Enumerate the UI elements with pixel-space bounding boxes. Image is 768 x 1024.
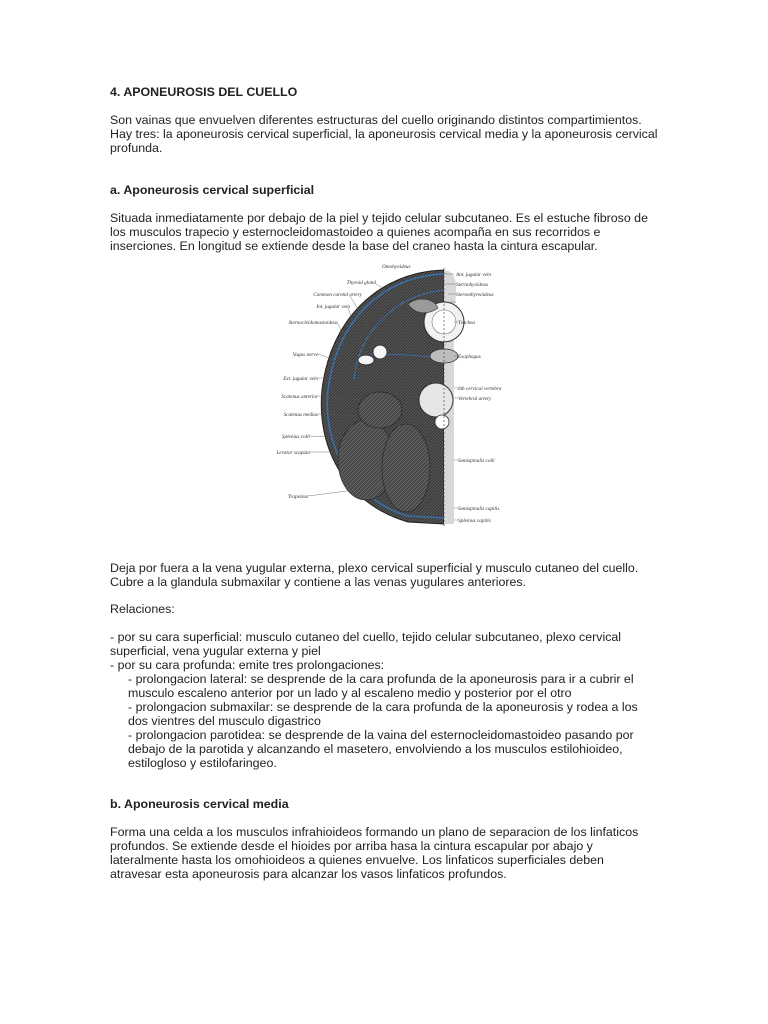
label-trapezius: Trapezius: [287, 494, 308, 500]
relacion-cara-profunda: - por su cara profunda: emite tres prolongaciones:: [110, 658, 385, 672]
label-levator-scapula: Levator scapula: [276, 450, 310, 456]
prolongacion-submaxilar: - prolongacion submaxilar: se desprende de la cara profunda de la aponeurosis y rodea a los dos vientres del musculo digastrico: [128, 700, 638, 728]
label-sternocleidomastoideus: Sternocleidomastoideus: [288, 320, 338, 326]
label-6th-cervical-vertebra: 6th cervical vertebra: [458, 386, 502, 392]
label-trachea: Trachea: [458, 320, 476, 326]
label-common-carotid: Common carotid artery: [313, 292, 362, 298]
label-splenius-colli: Splenius colli: [281, 434, 310, 440]
label-scalenus-anterior: Scalenus anterior: [281, 394, 318, 400]
label-splenius-capitis: Splenius capitis: [458, 518, 491, 524]
label-vagus-nerve: Vagus nerve: [292, 352, 318, 358]
label-scalenus-medius: Scalenus medius: [283, 412, 318, 418]
prolongacion-lateral: - prolongacion lateral: se desprende de la cara profunda de la aponeurosis para ir a cubrir el musculo escaleno anterior por un lado y al escaleno medio y posterior por el otro: [128, 672, 634, 700]
prolongacion-parotidea: - prolongacion parotidea: se desprende de la vaina del esternocleidomastoideo pasando por debajo de la parotida y alcanzando el masetero, envolviendo a los musculos estilohioideo, estilogloso y estilofaringeo.: [128, 728, 634, 770]
label-semispinalis-colli: Semispinalis colli: [458, 458, 495, 464]
section-heading: 4. APONEUROSIS DEL CUELLO: [110, 85, 298, 99]
intro-paragraph: Son vainas que envuelven diferentes estructuras del cuello originando distintos compartimientos. Hay tres: la aponeurosis cervical superficial, la aponeurosis cervical media y la aponeurosis cervical profunda.: [110, 113, 658, 155]
subsection-b-title: b. Aponeurosis cervical media: [110, 797, 289, 811]
label-int-jugular-vein: Int. jugular vein: [316, 304, 350, 310]
subsection-a-paragraph-1: Situada inmediatamente por debajo de la piel y tejido celular subcutaneo. Es el estuche fibroso de los musculos trapecio y esternocleidomastoideo a quienes acompaña en sus recorridos e inserciones. En longitud se extiende desde la base del craneo hasta la cintura escapular.: [110, 211, 648, 253]
label-omohyoideus: Omohyoideus: [382, 264, 411, 270]
relaciones-label: Relaciones:: [110, 602, 175, 616]
subsection-a-title: a. Aponeurosis cervical superficial: [110, 183, 315, 197]
label-ext-jugular-vein: Ext. jugular vein: [283, 376, 318, 382]
relaciones-list: [110, 630, 658, 770]
label-thyroid-gland: Thyroid gland: [346, 280, 376, 286]
label-vertebral-artery: Vertebral artery: [458, 396, 492, 402]
label-sternothyreoideus: Sternothyreoideus: [456, 292, 494, 298]
label-sternohyoideus: Sternohyoideus: [456, 282, 488, 288]
label-ant-jugular-vein: Ant. jugular vein: [456, 272, 492, 278]
relacion-cara-superficial: - por su cara superficial: musculo cutaneo del cuello, tejido celular subcutaneo, plexo cervical superficial, vena yugular externa y piel: [110, 630, 622, 658]
subsection-a-paragraph-2: Deja por fuera a la vena yugular externa, plexo cervical superficial y musculo cutaneo del cuello. Cubre a la glandula submaxilar y contiene a las venas yugulares anteriores.: [110, 561, 639, 589]
label-semispinalis-capitis: Semispinalis capitis: [458, 506, 500, 512]
neck-cross-section-illustration: [258, 260, 518, 530]
label-esophagus: Esophagus: [458, 354, 481, 360]
subsection-b-paragraph-1: Forma una celda a los musculos infrahioideos formando un plano de separacion de los linfaticos profundos. Se extiende desde el hioides por arriba hasa la cintura escapular por abajo y lateralmente hasta los omohioideos a quienes envuelve. Los linfaticos superficiales deben atravesar esta aponeurosis para alcanzar los vasos linfaticos profundos.: [110, 825, 639, 881]
neck-cross-section-figure: [258, 260, 518, 530]
